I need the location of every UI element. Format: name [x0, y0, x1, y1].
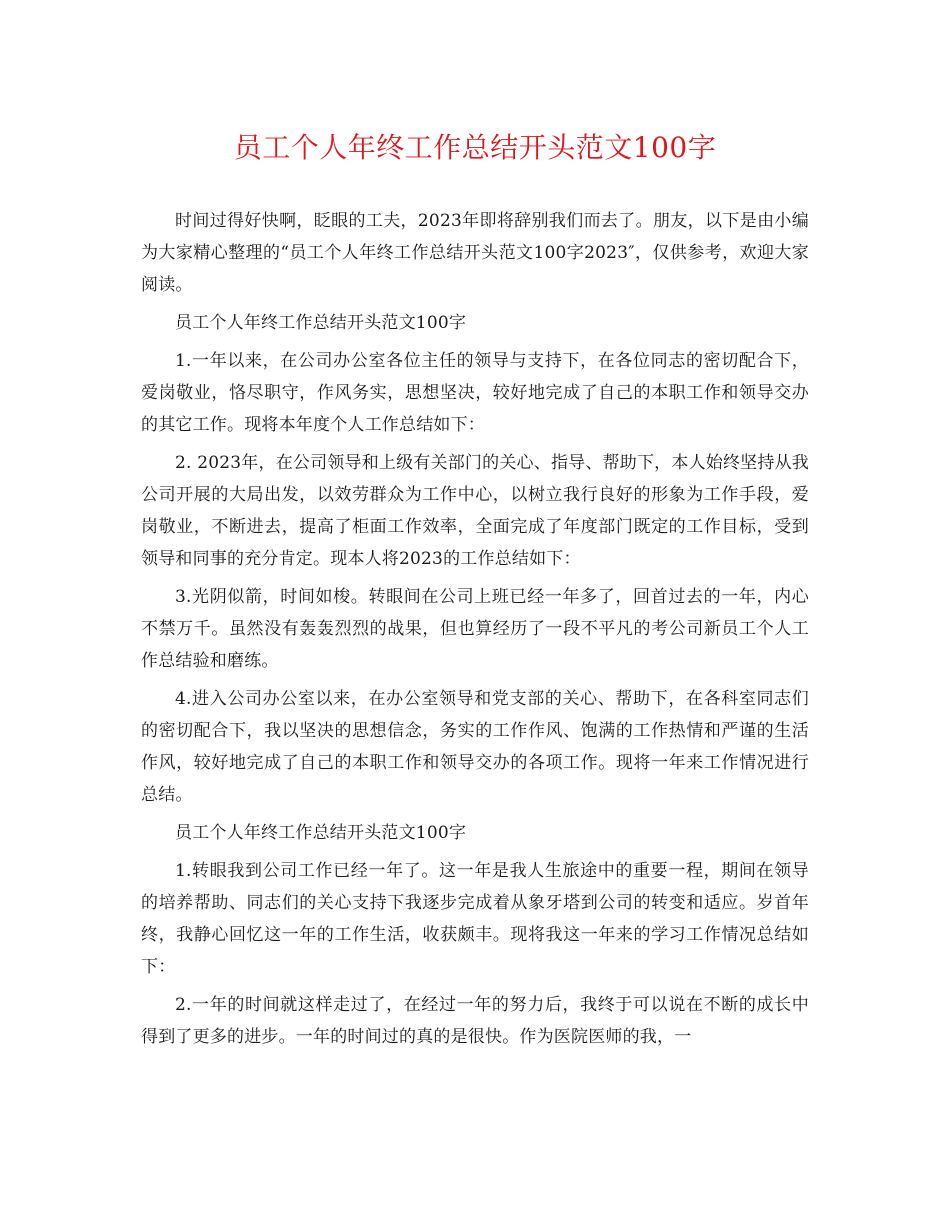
- section-2-item-2: 2.一年的时间就这样走过了，在经过一年的努力后，我终于可以说在不断的成长中得到了更多的进步。一年的时间过的真的是很快。作为医院医师的我，一: [141, 995, 809, 1047]
- intro-paragraph: 时间过得好快啊，眨眼的工夫，2023年即将辞别我们而去了。朋友，以下是由小编为大家精心整理的“员工个人年终工作总结开头范文100字2023″，仅供参考，欢迎大家阅读。: [141, 211, 809, 295]
- section-2-item-1: 1.转眼我到公司工作已经一年了。这一年是我人生旅途中的重要一程，期间在领导的培养帮助、同志们的关心支持下我逐步完成着从象牙塔到公司的转变和适应。岁首年终，我静心回忆这一年的工作生活，收获颇丰。现将我这一年来的学习工作情况总结如下：: [141, 861, 809, 977]
- section-1-item-4: 4.进入公司办公室以来，在办公室领导和党支部的关心、帮助下，在各科室同志们的密切配合下，我以坚决的思想信念，务实的工作作风、饱满的工作热情和严谨的生活作风，较好地完成了自己的本职工作和领导交办的各项工作。现将一年来工作情况进行总结。: [141, 689, 809, 805]
- section-1-item-1: 1.一年以来，在公司办公室各位主任的领导与支持下，在各位同志的密切配合下，爱岗敬业，恪尽职守，作风务实，思想坚决，较好地完成了自己的本职工作和领导交办的其它工作。现将本年度个人工作总结如下：: [141, 351, 809, 435]
- section-1-item-2: 2. 2023年，在公司领导和上级有关部门的关心、指导、帮助下，本人始终坚持从我公司开展的大局出发，以效劳群众为工作中心，以树立我行良好的形象为工作手段，爱岗敬业，不断进去，提高了柜面工作效率，全面完成了年度部门既定的工作目标，受到领导和同事的充分肯定。现本人将2023的工作总结如下：: [141, 453, 809, 569]
- document-title: 员工个人年终工作总结开头范文100字: [233, 131, 717, 164]
- document-body: [141, 205, 809, 1059]
- section-1-item-3: 3.光阴似箭，时间如梭。转眼间在公司上班已经一年多了，回首过去的一年，内心不禁万千。虽然没有轰轰烈烈的战果，但也算经历了一段不平凡的考公司新员工个人工作总结验和磨练。: [141, 587, 809, 671]
- section-heading-1: 员工个人年终工作总结开头范文100字: [175, 313, 467, 333]
- section-heading-2: 员工个人年终工作总结开头范文100字: [175, 823, 467, 843]
